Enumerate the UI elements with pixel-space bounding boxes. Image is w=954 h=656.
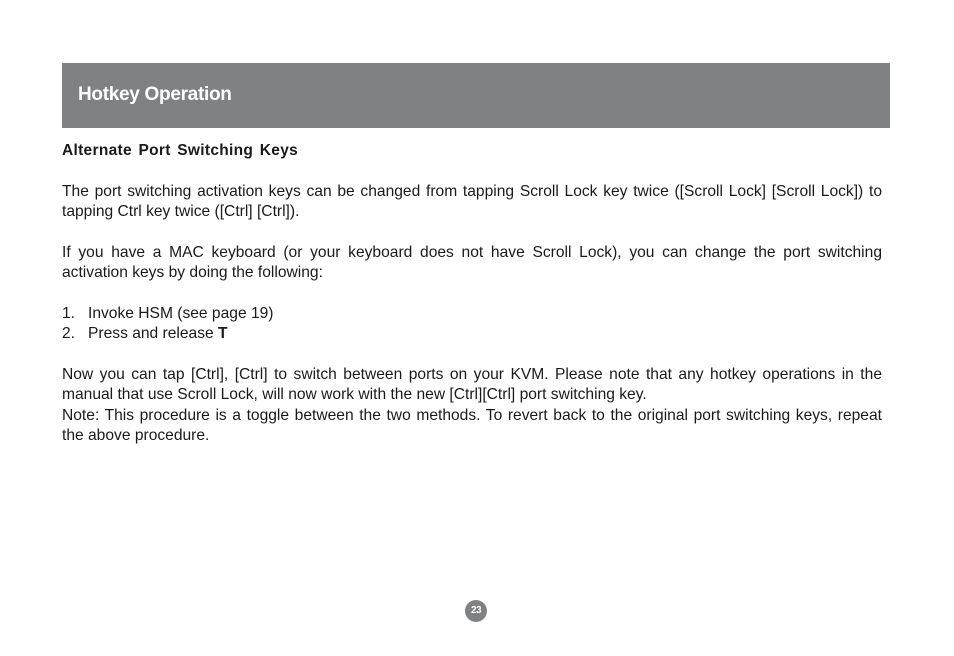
section-title: Alternate Port Switching Keys <box>62 142 299 159</box>
mac-keyboard-paragraph: If you have a MAC keyboard (or your keyboard does not have Scroll Lock), you can change the port switching activation keys by doing the following: <box>62 243 882 281</box>
section-header-bar <box>62 63 890 128</box>
step-number: 2. <box>62 325 76 342</box>
spacer <box>62 223 882 243</box>
spacer <box>62 284 882 304</box>
step-number: 1. <box>62 304 76 322</box>
list-item <box>62 304 882 325</box>
spacer <box>62 162 882 182</box>
page-title: Hotkey Operation <box>78 84 232 105</box>
usage-paragraph: Now you can tap [Ctrl], [Ctrl] to switch between ports on your KVM. Please note that any hotkey operations in the manual that use Scroll Lock, will now work with the new [Ctrl][Ctrl] port switching key. <box>62 365 882 403</box>
step-text: Invoke HSM (see page 19) <box>88 304 274 322</box>
steps-list <box>62 304 882 345</box>
key-label: T <box>218 325 228 342</box>
page-number-badge: 23 <box>465 600 487 622</box>
spacer <box>62 345 882 365</box>
note-paragraph: Note: This procedure is a toggle between the two methods. To revert back to the original port switching keys, repeat the above procedure. <box>62 406 882 444</box>
page-content <box>62 141 882 447</box>
intro-paragraph: The port switching activation keys can be changed from tapping Scroll Lock key twice ([Scroll Lock] [Scroll Lock]) to tapping Ctrl key twice ([Ctrl] [Ctrl]). <box>62 182 882 220</box>
step-text: Press and release <box>88 325 219 342</box>
list-item <box>62 324 882 345</box>
